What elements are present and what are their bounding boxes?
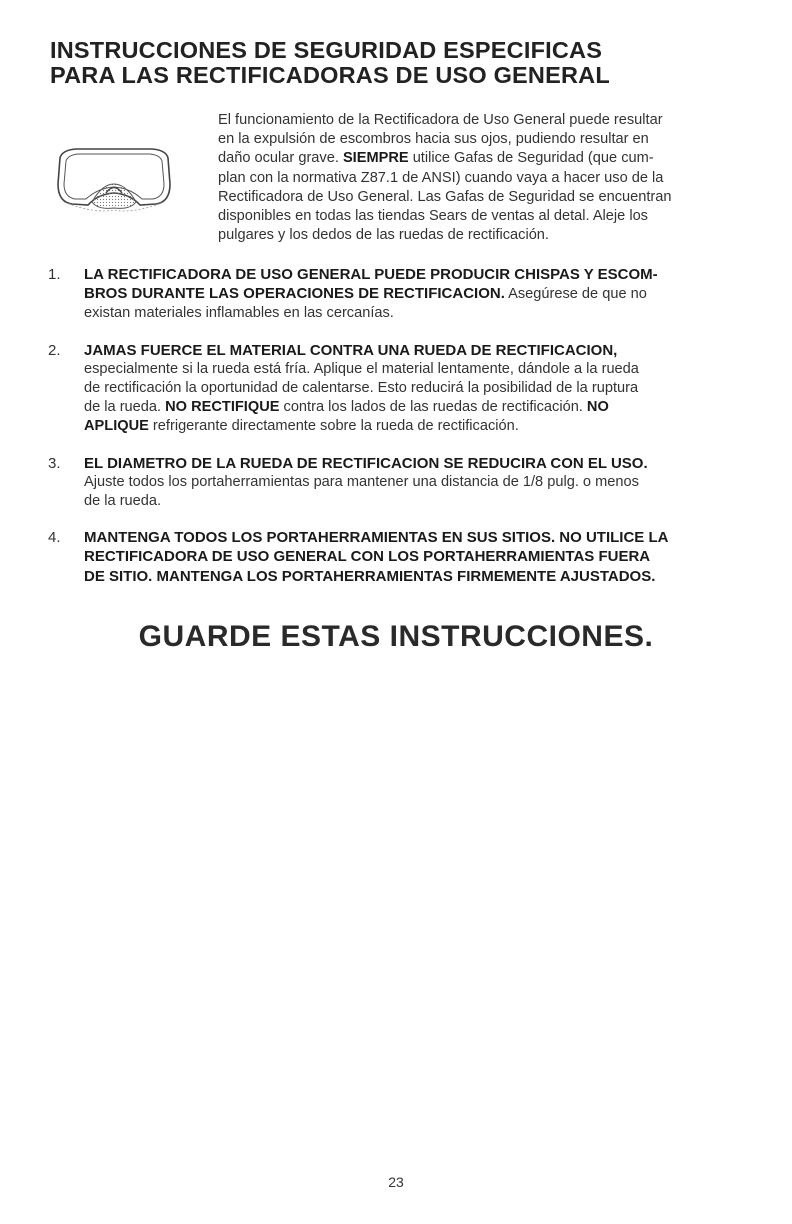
heading-line-2: PARA LAS RECTIFICADORAS DE USO GENERAL (50, 62, 610, 88)
safety-goggles-icon (54, 144, 174, 216)
intro-line: disponibles en todas las tiendas Sears de ventas al detal. Aleje los (218, 208, 648, 225)
siempre-emphasis: SIEMPRE (342, 150, 409, 167)
intro-line: pulgares y los dedos de las ruedas de rectificación. (218, 227, 549, 244)
page-number: 23 (388, 1174, 404, 1190)
safety-rule-3: 3. EL DIAMETRO DE LA RUEDA DE RECTIFICACION SE REDUCIRA CON EL USO. Ajuste todos los portaherramientas para mantener una distancia de 1/8 pulg. o menos de la rueda. (48, 454, 648, 510)
safety-rule-1: 1. LA RECTIFICADORA DE USO GENERAL PUEDE PRODUCIR CHISPAS Y ESCOM- BROS DURANTE LAS OPERACIONES DE RECTIFICACION. Asegúrese de que no existan materiales inflamables en las cercanías. (48, 266, 658, 322)
rule-number: 4. (48, 529, 61, 547)
heading-line-1: INSTRUCCIONES DE SEGURIDAD ESPECIFICAS (50, 37, 603, 63)
intro-paragraph (218, 111, 748, 245)
intro-line: en la expulsión de escombros hacia sus ojos, pudiendo resultar en (218, 131, 649, 148)
rule-number: 2. (48, 341, 61, 359)
rule-number: 3. (48, 454, 61, 472)
intro-line: Rectificadora de Uso General. Las Gafas de Seguridad se encuentran (218, 188, 672, 205)
intro-line: daño ocular grave. SIEMPRE utilice Gafas de Seguridad (que cum- (218, 150, 654, 167)
rule-number: 1. (48, 266, 61, 283)
save-instructions-heading: GUARDE ESTAS INSTRUCCIONES. (138, 620, 654, 653)
safety-rules-list (48, 265, 758, 603)
safety-rule-2: 2. JAMAS FUERCE EL MATERIAL CONTRA UNA RUEDA DE RECTIFICACION, especialmente si la rueda está fría. Aplique el material lentamente, dándole a la rueda de rectificación la oportunidad de calentarse. Esto reducirá la posibilidad de la ruptura de la rueda. NO RECTIFIQUE contra los lados de las ruedas de rectificación. NO APLIQUE refrigerante directamente sobre la rueda de rectificación. (48, 341, 639, 435)
safety-rule-4: 4. MANTENGA TODOS LOS PORTAHERRAMIENTAS EN SUS SITIOS. NO UTILICE LA RECTIFICADORA DE USO GENERAL CON LOS PORTAHERRAMIENTAS FUERA DE SITIO. MANTENGA LOS PORTAHERRAMIENTAS FIRMEMENTE AJUSTADOS. (48, 529, 669, 585)
intro-line: El funcionamiento de la Rectificadora de Uso General puede resultar (218, 112, 663, 128)
section-heading (50, 38, 750, 88)
intro-line: plan con la normativa Z87.1 de ANSI) cuando vaya a hacer uso de la (218, 169, 664, 186)
